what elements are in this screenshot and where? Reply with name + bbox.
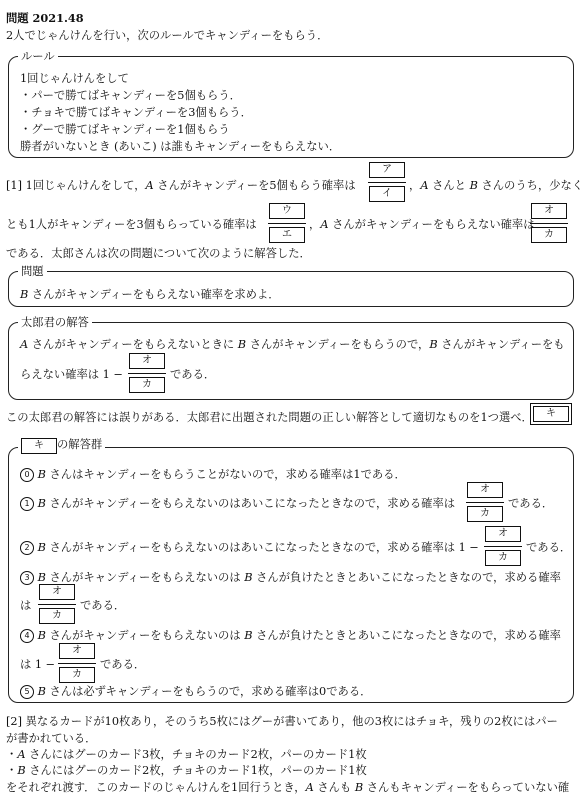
choice-0[interactable]: 0 B さんはキャンディーをもらうことがないので，求める確率は1である． bbox=[20, 466, 406, 482]
answer-box-ka: カ bbox=[467, 506, 503, 522]
answer-box-ka[interactable]: カ bbox=[129, 377, 165, 393]
answer-box-o[interactable]: オ bbox=[531, 203, 567, 219]
answer-box-ka[interactable]: カ bbox=[531, 227, 567, 243]
question-text: この太郎君の解答には誤りがある．太郎君に出題された問題の正しい解答として適切なものを1つ選べ． bbox=[6, 411, 533, 424]
answer-box-ki-frame bbox=[530, 403, 572, 425]
answer-box-ka: カ bbox=[39, 608, 75, 624]
choice-4-tail: である． bbox=[100, 658, 146, 671]
answer-box-u[interactable]: ウ bbox=[269, 203, 305, 219]
part1-line3: である．太郎さんは次の問題について次のように解答した． bbox=[6, 247, 311, 260]
problem-legend: 問題 bbox=[18, 263, 47, 279]
answer-legend: 太郎君の解答 bbox=[18, 314, 92, 330]
problem-intro: 2人でじゃんけんを行い，次のルールでキャンディーをもらう． bbox=[6, 29, 329, 42]
choice-number: 1 bbox=[20, 497, 34, 511]
answer-box-e[interactable]: エ bbox=[269, 227, 305, 243]
rule-legend: ルール bbox=[18, 48, 58, 64]
answer-box-o: オ bbox=[485, 526, 521, 542]
choice-3[interactable]: 3 B さんがキャンディーをもらえないのは B さんが負けたときとあいこになったときなので，求める確率 bbox=[20, 569, 561, 585]
rule-line: 勝者がいないとき (あいこ) は誰もキャンディーをもらえない． bbox=[20, 140, 341, 153]
answer-line2: らえない確率は 1 − bbox=[20, 368, 123, 381]
choice-number: 0 bbox=[20, 468, 34, 482]
answer-box-o[interactable]: オ bbox=[129, 353, 165, 369]
part1-line1-tail: ，A さんと B さんのうち，少なく bbox=[409, 179, 584, 192]
choice-number: 3 bbox=[20, 571, 34, 585]
rule-line: ・パーで勝てばキャンディーを5個もらう． bbox=[20, 89, 241, 102]
choice-1[interactable]: 1 B さんがキャンディーをもらえないのはあいこになったときなので，求める確率は bbox=[20, 495, 455, 511]
choice-4[interactable]: 4 B さんがキャンディーをもらえないのは B さんが負けたときとあいこになったときなので，求める確率 bbox=[20, 627, 561, 643]
rule-line: ・グーで勝てばキャンディーを1個もらう bbox=[20, 123, 230, 136]
choices-legend-box: キ bbox=[21, 438, 57, 454]
choice-2-tail: である． bbox=[526, 541, 572, 554]
answer-box-o: オ bbox=[39, 584, 75, 600]
choice-4-cont: は 1 − bbox=[20, 658, 56, 671]
choice-3-cont: は bbox=[20, 599, 32, 612]
part1-line2-tail: ，A さんがキャンディーをもらえない確率は bbox=[309, 218, 535, 231]
choice-number: 5 bbox=[20, 685, 34, 699]
answer-box-o: オ bbox=[467, 482, 503, 498]
answer-line1: A さんがキャンディーをもらえないときに B さんがキャンディーをもらうので，B さんがキャンディーをも bbox=[20, 338, 565, 351]
part2-line4: ・B さんにはグーのカード2枚，チョキのカード1枚，パーのカード1枚 bbox=[6, 764, 367, 777]
choice-5[interactable]: 5 B さんは必ずキャンディーをもらうので，求める確率は0である． bbox=[20, 683, 371, 699]
choice-1-tail: である． bbox=[508, 497, 554, 510]
answer-box bbox=[8, 322, 574, 400]
answer-box-ki[interactable]: キ bbox=[533, 406, 569, 422]
answer-box-ka: カ bbox=[59, 667, 95, 683]
answer-box-a[interactable]: ア bbox=[369, 162, 405, 178]
part2-line3: ・A さんにはグーのカード3枚，チョキのカード2枚，パーのカード1枚 bbox=[6, 748, 367, 761]
choice-number: 2 bbox=[20, 541, 34, 555]
choices-legend: キ の解答群 bbox=[18, 436, 105, 454]
answer-box-i[interactable]: イ bbox=[369, 186, 405, 202]
part2-line5: をそれぞれ渡す．このカードのじゃんけんを1回行うとき，A さんも B さんもキャンディーをもらっていない確 bbox=[6, 781, 570, 794]
problem-title: 問題 2021.48 bbox=[6, 11, 84, 25]
answer-line2-tail: である． bbox=[170, 368, 216, 381]
problem-text: B さんがキャンディーをもらえない確率を求めよ． bbox=[20, 288, 280, 301]
part1-line2: とも1人がキャンディーを3個もらっている確率は bbox=[6, 218, 257, 231]
part2-line1: [2] 異なるカードが10枚あり，そのうち5枚にはグーが書いてあり，他の3枚にはチョキ，残りの2枚にはパー bbox=[6, 715, 558, 728]
rule-line: ・チョキで勝てばキャンディーを3個もらう． bbox=[20, 106, 252, 119]
choice-3-tail: である． bbox=[80, 599, 126, 612]
answer-box-o: オ bbox=[59, 643, 95, 659]
choice-2[interactable]: 2 B さんがキャンディーをもらえないのはあいこになったときなので，求める確率は 1 − bbox=[20, 539, 479, 555]
part1-line1: [1] 1回じゃんけんをして，A さんがキャンディーを5個もらう確率は bbox=[6, 179, 356, 192]
answer-box-ka: カ bbox=[485, 550, 521, 566]
choice-number: 4 bbox=[20, 629, 34, 643]
rule-line: 1回じゃんけんをして bbox=[20, 72, 129, 85]
part2-line2: が書かれている． bbox=[6, 732, 97, 745]
